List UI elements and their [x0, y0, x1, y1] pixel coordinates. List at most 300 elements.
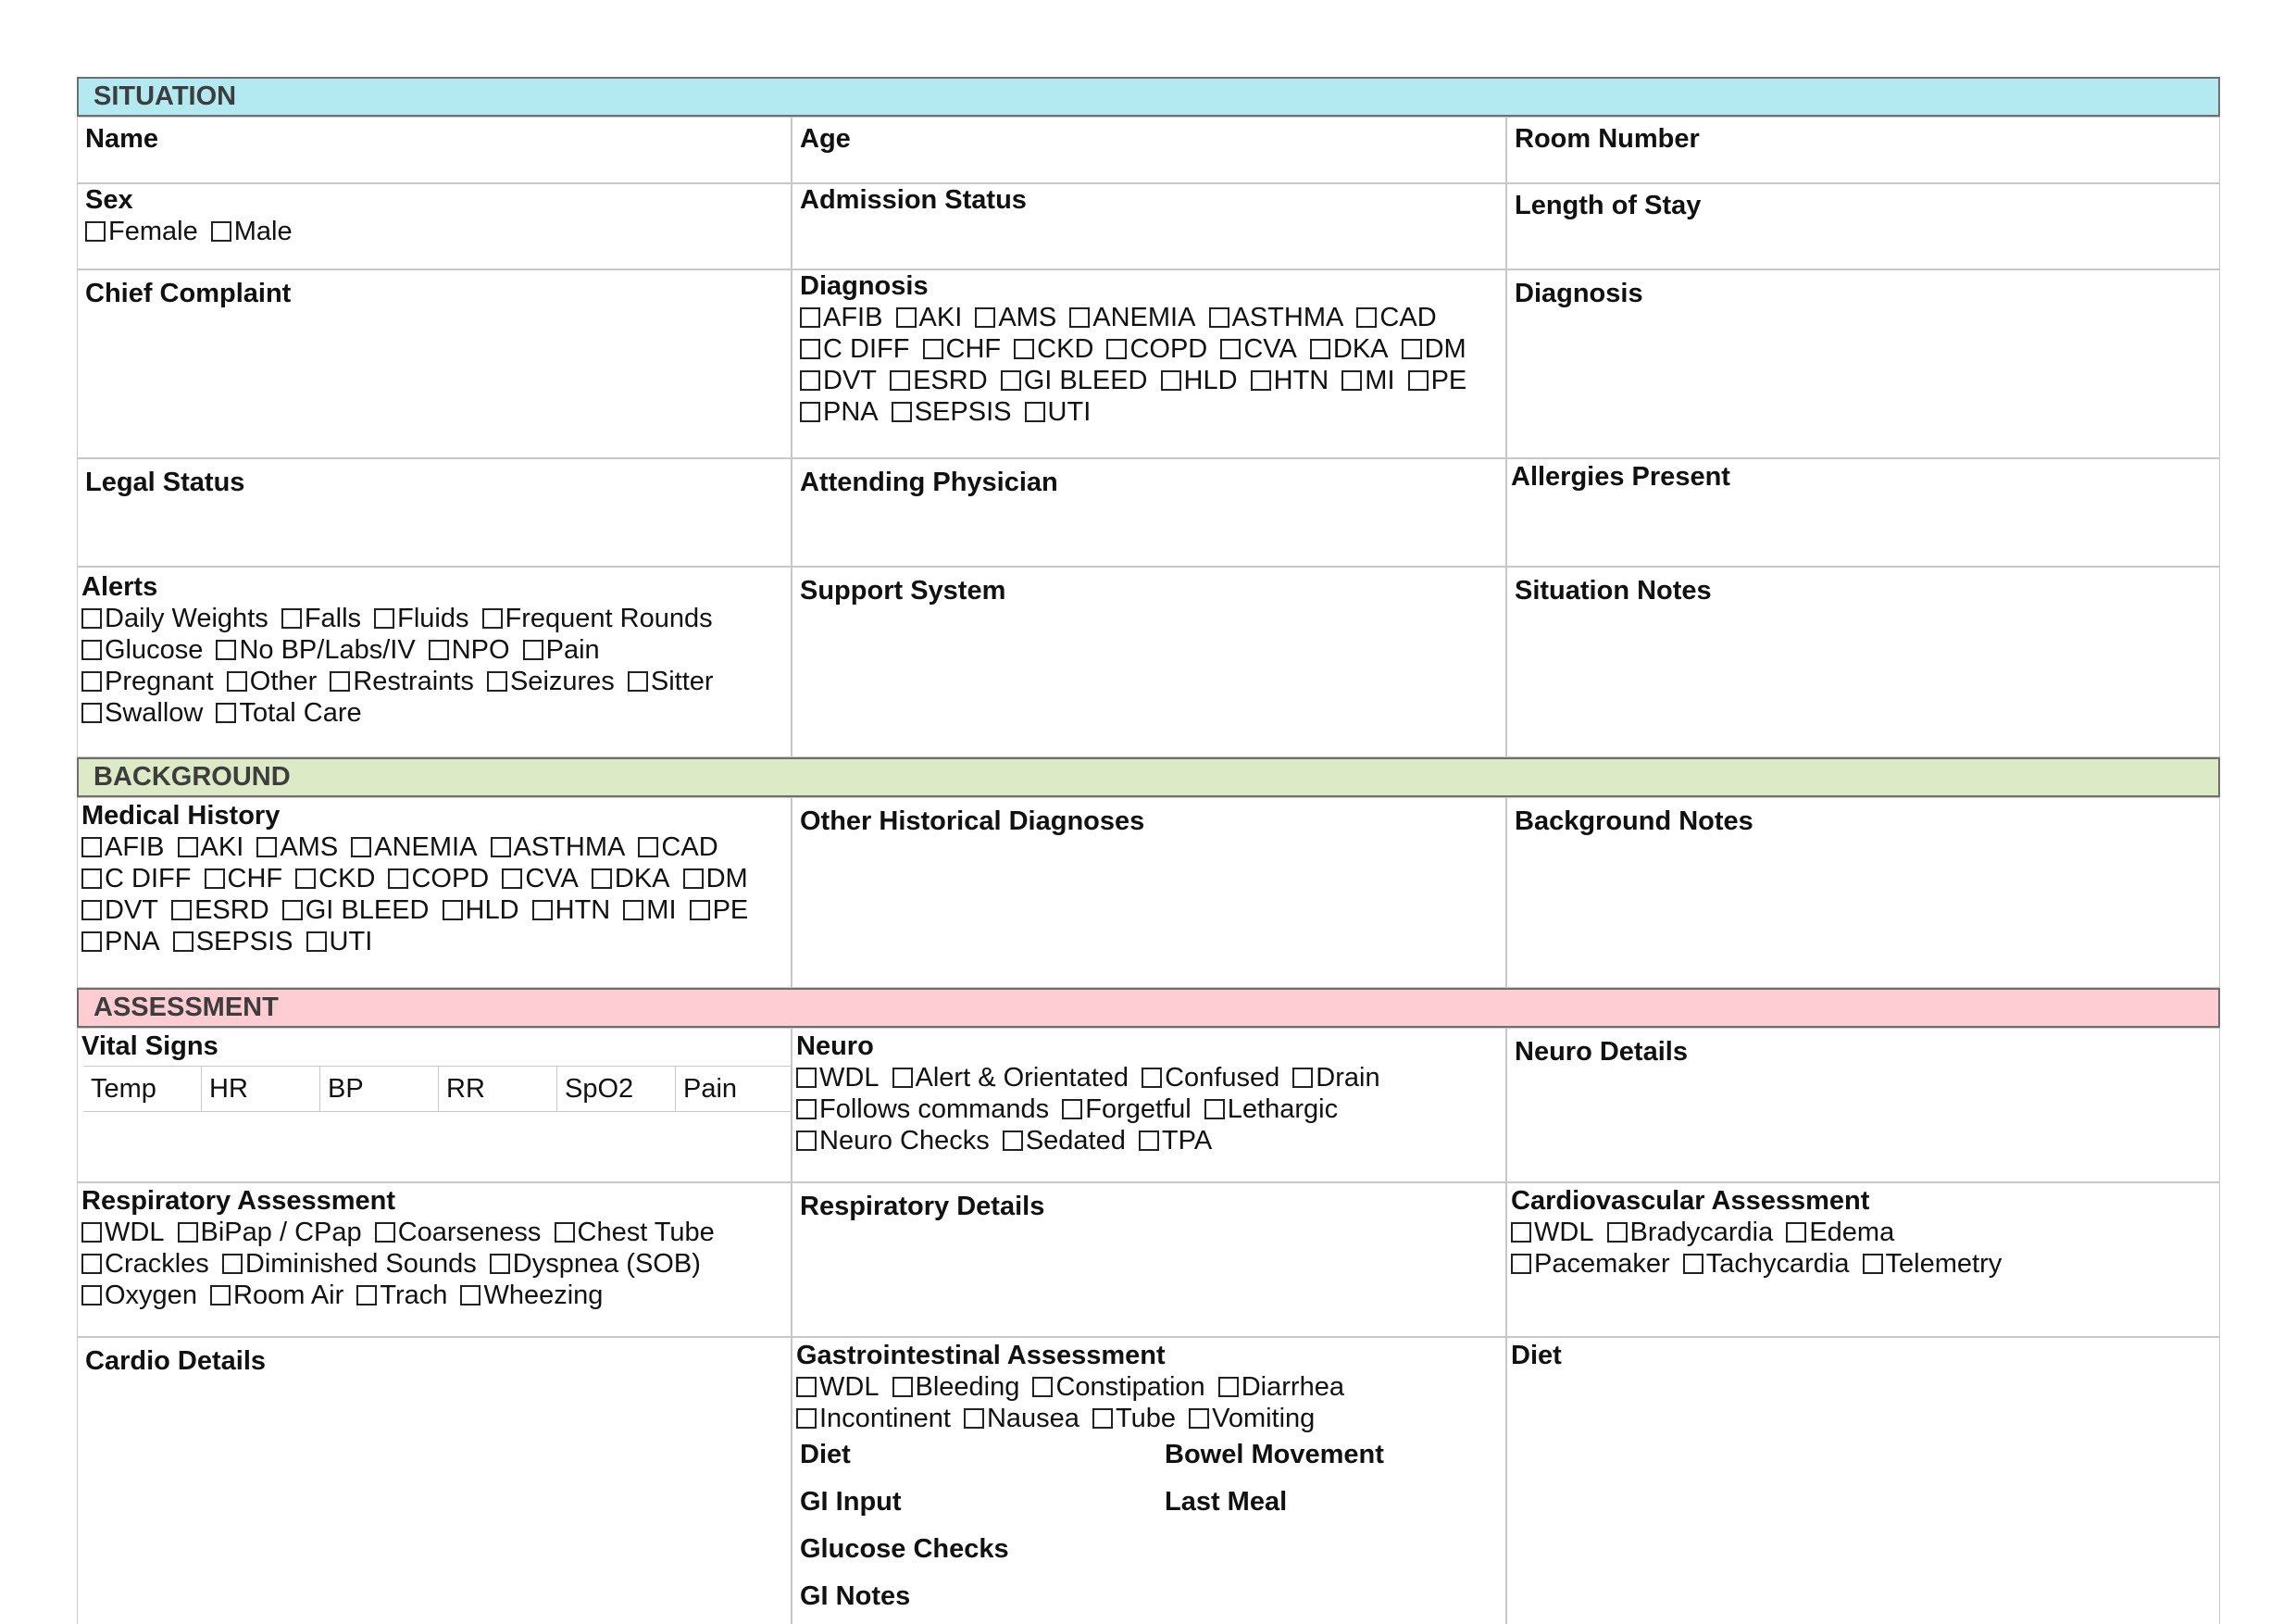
- checkbox-icon[interactable]: [1204, 1099, 1225, 1119]
- vital-pain[interactable]: Pain: [683, 1074, 738, 1104]
- checkbox-option[interactable]: [81, 667, 214, 696]
- checkbox-icon[interactable]: [81, 837, 102, 857]
- checkbox-label: Sitter: [650, 667, 714, 696]
- checkbox-option[interactable]: [975, 303, 1056, 332]
- checkbox-label: Bleeding: [915, 1372, 1020, 1402]
- checkbox-option[interactable]: [490, 1249, 701, 1279]
- checkbox-option[interactable]: [281, 604, 361, 633]
- checkbox-label: PE: [1430, 366, 1467, 395]
- checkbox-icon[interactable]: [532, 900, 553, 920]
- checkbox-option[interactable]: [1607, 1218, 1774, 1247]
- length-of-stay-field[interactable]: [1506, 183, 2220, 269]
- checkbox-option[interactable]: [1786, 1218, 1894, 1247]
- checkbox-option[interactable]: [81, 1249, 209, 1279]
- checkbox-option[interactable]: [1069, 303, 1195, 332]
- checkbox-label: WDL: [819, 1063, 880, 1093]
- checkbox-label: PE: [712, 895, 749, 925]
- checkbox-icon[interactable]: [1003, 1131, 1023, 1151]
- checkbox-icon[interactable]: [374, 608, 394, 629]
- checkbox-icon[interactable]: [1251, 370, 1271, 391]
- checkbox-option[interactable]: [482, 604, 713, 633]
- checkbox-option[interactable]: [1511, 1249, 1670, 1279]
- checkbox-label: ESRD: [913, 366, 988, 395]
- checkbox-icon[interactable]: [173, 931, 193, 952]
- checkbox-option[interactable]: [211, 217, 293, 246]
- checkbox-label: ANEMIA: [374, 832, 478, 862]
- checkbox-option[interactable]: [1032, 1372, 1204, 1402]
- checkbox-icon[interactable]: [796, 1377, 817, 1397]
- room-number-label: Room Number: [1515, 124, 1700, 154]
- vital-hr[interactable]: HR: [202, 1067, 320, 1111]
- checkbox-icon[interactable]: [1607, 1222, 1628, 1243]
- checkbox-icon[interactable]: [85, 221, 106, 242]
- checkbox-label: AFIB: [105, 832, 165, 862]
- checkbox-icon[interactable]: [81, 608, 102, 629]
- checkbox-icon[interactable]: [443, 900, 463, 920]
- alerts-label: Alerts: [81, 572, 158, 602]
- neuro-details-label: Neuro Details: [1515, 1037, 1688, 1067]
- checkbox-icon[interactable]: [1511, 1222, 1531, 1243]
- checkbox-option[interactable]: [351, 832, 477, 862]
- checkbox-label: HTN: [1273, 366, 1329, 395]
- checkbox-option[interactable]: [683, 864, 748, 893]
- checkbox-option[interactable]: [1209, 303, 1344, 332]
- diagnosis-right-field[interactable]: [1506, 269, 2220, 458]
- checkbox-icon[interactable]: [306, 931, 327, 952]
- diet-field[interactable]: [1506, 1337, 2220, 1624]
- checkbox-icon[interactable]: [1220, 339, 1241, 359]
- checkbox-icon[interactable]: [1218, 1377, 1239, 1397]
- checkbox-icon[interactable]: [796, 1068, 817, 1088]
- checkbox-label: ESRD: [194, 895, 269, 925]
- checkbox-icon[interactable]: [460, 1285, 480, 1305]
- checkbox-icon[interactable]: [623, 900, 643, 920]
- checkbox-icon[interactable]: [216, 640, 236, 660]
- checkbox-option[interactable]: [532, 895, 611, 925]
- checkbox-option[interactable]: [491, 832, 626, 862]
- checkbox-option[interactable]: [800, 334, 909, 364]
- checkbox-option[interactable]: [306, 927, 373, 956]
- checkbox-option[interactable]: [85, 217, 198, 246]
- vital-rr[interactable]: RR: [439, 1067, 557, 1111]
- checkbox-label: C DIFF: [823, 334, 910, 364]
- checkbox-icon[interactable]: [1408, 370, 1429, 391]
- checkbox-option[interactable]: [800, 366, 877, 395]
- checkbox-option[interactable]: [628, 667, 714, 696]
- checkbox-icon[interactable]: [800, 370, 820, 391]
- admission-status-field[interactable]: [792, 183, 1506, 269]
- medical-history-label: Medical History: [81, 801, 281, 831]
- checkbox-icon[interactable]: [1106, 339, 1127, 359]
- checkbox-option[interactable]: [1062, 1094, 1191, 1124]
- checkbox-icon[interactable]: [1341, 370, 1362, 391]
- room-number-field[interactable]: [1506, 117, 2220, 183]
- checkbox-option[interactable]: [1683, 1249, 1850, 1279]
- checkbox-option[interactable]: [1014, 334, 1093, 364]
- last-meal-label[interactable]: Last Meal: [1165, 1487, 1288, 1517]
- checkbox-icon[interactable]: [178, 1222, 198, 1243]
- checkbox-label: CKD: [1037, 334, 1094, 364]
- checkbox-option[interactable]: [205, 864, 283, 893]
- checkbox-icon[interactable]: [1142, 1068, 1162, 1088]
- checkbox-label: Drain: [1316, 1063, 1380, 1093]
- checkbox-option[interactable]: [1218, 1372, 1344, 1402]
- checkbox-icon[interactable]: [81, 931, 102, 952]
- checkbox-icon[interactable]: [800, 402, 820, 422]
- checkbox-label: DM: [1424, 334, 1466, 364]
- checkbox-icon[interactable]: [1069, 307, 1090, 328]
- checkbox-label: Trach: [380, 1280, 448, 1310]
- checkbox-option[interactable]: [178, 832, 244, 862]
- checkbox-label: Confused: [1165, 1063, 1280, 1093]
- checkbox-label: Follows commands: [819, 1094, 1050, 1124]
- background-notes-field[interactable]: [1506, 797, 2220, 988]
- sex-field: [77, 183, 792, 269]
- checkbox-icon[interactable]: [482, 608, 503, 629]
- checkbox-icon[interactable]: [1062, 1099, 1082, 1119]
- checkbox-option[interactable]: [890, 366, 988, 395]
- legal-status-field[interactable]: [77, 458, 792, 567]
- checkbox-label: Constipation: [1055, 1372, 1205, 1402]
- checkbox-icon[interactable]: [800, 307, 820, 328]
- checkbox-label: GI BLEED: [305, 895, 430, 925]
- checkbox-option[interactable]: [892, 1063, 1129, 1093]
- checkbox-label: BiPap / CPap: [200, 1218, 362, 1247]
- checkbox-label: TPA: [1161, 1126, 1213, 1156]
- checkbox-option[interactable]: [796, 1372, 879, 1402]
- checkbox-icon[interactable]: [690, 900, 710, 920]
- chief-complaint-field[interactable]: [77, 269, 792, 458]
- alerts-field: [77, 567, 792, 757]
- checkbox-option[interactable]: [282, 895, 430, 925]
- checkbox-option[interactable]: [295, 864, 375, 893]
- checkbox-option[interactable]: [892, 397, 1012, 427]
- checkbox-label: UTI: [1047, 397, 1092, 427]
- checkbox-option[interactable]: [1511, 1218, 1593, 1247]
- checkbox-label: ASTHMA: [513, 832, 626, 862]
- checkbox-option[interactable]: [173, 927, 293, 956]
- checkbox-option[interactable]: [81, 832, 164, 862]
- checkbox-icon[interactable]: [964, 1408, 984, 1429]
- checkbox-icon[interactable]: [178, 837, 198, 857]
- checkbox-option[interactable]: [523, 635, 600, 665]
- checkbox-icon[interactable]: [896, 307, 917, 328]
- checkbox-label: Bradycardia: [1629, 1218, 1774, 1247]
- checkbox-icon[interactable]: [1189, 1408, 1209, 1429]
- sex-label: Sex: [85, 185, 133, 215]
- checkbox-icon[interactable]: [330, 671, 350, 692]
- checkbox-label: COPD: [1129, 334, 1208, 364]
- checkbox-icon[interactable]: [205, 868, 225, 889]
- checkbox-icon[interactable]: [1786, 1222, 1806, 1243]
- checkbox-icon[interactable]: [81, 703, 102, 723]
- checkbox-icon[interactable]: [892, 1068, 913, 1088]
- checkbox-icon[interactable]: [628, 671, 648, 692]
- checkbox-icon[interactable]: [1032, 1377, 1053, 1397]
- checkbox-option[interactable]: [1025, 397, 1092, 427]
- checkbox-option[interactable]: [1142, 1063, 1279, 1093]
- checkbox-option[interactable]: [1204, 1094, 1338, 1124]
- support-system-field[interactable]: [792, 567, 1506, 757]
- checkbox-icon[interactable]: [1310, 339, 1330, 359]
- checkbox-label: AKI: [200, 832, 244, 862]
- checkbox-option[interactable]: [388, 864, 489, 893]
- checkbox-label: Coarseness: [397, 1218, 542, 1247]
- checkbox-label: Tachycardia: [1705, 1249, 1850, 1279]
- checkbox-option[interactable]: [81, 604, 268, 633]
- checkbox-option[interactable]: [81, 1218, 164, 1247]
- checkbox-icon[interactable]: [1139, 1131, 1159, 1151]
- checkbox-option[interactable]: [1292, 1063, 1379, 1093]
- checkbox-option[interactable]: [460, 1280, 603, 1310]
- medical-history-options[interactable]: [81, 831, 785, 957]
- checkbox-label: PNA: [823, 397, 879, 427]
- checkbox-icon[interactable]: [1292, 1068, 1313, 1088]
- checkbox-option[interactable]: [81, 895, 158, 925]
- checkbox-label: Room Air: [233, 1280, 344, 1310]
- checkbox-option[interactable]: [81, 927, 160, 956]
- cardio-details-field[interactable]: [77, 1337, 792, 1624]
- diagnosis-right-label: Diagnosis: [1515, 279, 1643, 308]
- checkbox-option[interactable]: [1402, 334, 1466, 364]
- checkbox-label: CKD: [318, 864, 376, 893]
- checkbox-icon[interactable]: [1683, 1254, 1703, 1274]
- checkbox-icon[interactable]: [227, 671, 247, 692]
- checkbox-option[interactable]: [796, 1404, 951, 1433]
- checkbox-icon[interactable]: [923, 339, 943, 359]
- checkbox-option[interactable]: [171, 895, 269, 925]
- checkbox-icon[interactable]: [356, 1285, 377, 1305]
- sex-options[interactable]: [85, 216, 783, 247]
- checkbox-label: Sedated: [1025, 1126, 1126, 1156]
- other-historical-label: Other Historical Diagnoses: [800, 806, 1145, 836]
- checkbox-icon[interactable]: [281, 608, 302, 629]
- checkbox-icon[interactable]: [491, 837, 511, 857]
- checkbox-icon[interactable]: [1863, 1254, 1883, 1274]
- checkbox-label: Female: [108, 217, 198, 246]
- checkbox-option[interactable]: [1220, 334, 1296, 364]
- checkbox-option[interactable]: [1106, 334, 1207, 364]
- checkbox-icon[interactable]: [975, 307, 995, 328]
- checkbox-icon[interactable]: [210, 1285, 231, 1305]
- checkbox-icon[interactable]: [890, 370, 910, 391]
- checkbox-label: Glucose: [105, 635, 204, 665]
- checkbox-label: Dyspnea (SOB): [512, 1249, 701, 1279]
- checkbox-option[interactable]: [800, 397, 879, 427]
- checkbox-option[interactable]: [690, 895, 749, 925]
- checkbox-icon[interactable]: [892, 402, 912, 422]
- checkbox-option[interactable]: [502, 864, 578, 893]
- checkbox-icon[interactable]: [892, 1377, 913, 1397]
- checkbox-icon[interactable]: [502, 868, 522, 889]
- checkbox-option[interactable]: [1251, 366, 1329, 395]
- checkbox-icon[interactable]: [81, 640, 102, 660]
- checkbox-option[interactable]: [330, 667, 474, 696]
- checkbox-icon[interactable]: [81, 671, 102, 692]
- checkbox-option[interactable]: [623, 895, 676, 925]
- checkbox-option[interactable]: [443, 895, 519, 925]
- checkbox-icon[interactable]: [429, 640, 449, 660]
- checkbox-label: CHF: [227, 864, 283, 893]
- checkbox-icon[interactable]: [81, 1254, 102, 1274]
- gi-options[interactable]: [796, 1371, 1500, 1434]
- respiratory-details-field[interactable]: [792, 1182, 1506, 1337]
- checkbox-option[interactable]: [555, 1218, 715, 1247]
- checkbox-icon[interactable]: [796, 1099, 817, 1119]
- checkbox-option[interactable]: [1003, 1126, 1126, 1156]
- checkbox-option[interactable]: [592, 864, 670, 893]
- checkbox-option[interactable]: [216, 698, 361, 728]
- vital-spo2[interactable]: SpO2: [557, 1067, 676, 1111]
- vitals-row: [83, 1066, 792, 1112]
- checkbox-option[interactable]: [210, 1280, 343, 1310]
- respiratory-options[interactable]: [81, 1217, 730, 1311]
- checkbox-option[interactable]: [1310, 334, 1389, 364]
- neuro-details-field[interactable]: [1506, 1028, 2220, 1182]
- checkbox-icon[interactable]: [800, 339, 820, 359]
- checkbox-icon[interactable]: [256, 837, 277, 857]
- vital-temp[interactable]: Temp: [83, 1067, 202, 1111]
- checkbox-option[interactable]: [374, 604, 468, 633]
- checkbox-label: WDL: [1534, 1218, 1594, 1247]
- checkbox-label: Fluids: [397, 604, 469, 633]
- checkbox-option[interactable]: [796, 1094, 1049, 1124]
- checkbox-label: HLD: [465, 895, 519, 925]
- checkbox-icon[interactable]: [490, 1254, 510, 1274]
- checkbox-icon[interactable]: [592, 868, 612, 889]
- checkbox-icon[interactable]: [351, 837, 371, 857]
- checkbox-icon[interactable]: [211, 221, 231, 242]
- checkbox-label: Other: [249, 667, 318, 696]
- checkbox-option[interactable]: [1356, 303, 1436, 332]
- checkbox-option[interactable]: [81, 698, 203, 728]
- situation-notes-field[interactable]: [1506, 567, 2220, 757]
- vital-bp[interactable]: BP: [320, 1067, 439, 1111]
- support-system-label: Support System: [800, 576, 1006, 606]
- checkbox-option[interactable]: [1863, 1249, 2003, 1279]
- checkbox-icon[interactable]: [388, 868, 408, 889]
- gi-input-label[interactable]: GI Input: [800, 1487, 902, 1517]
- checkbox-option[interactable]: [429, 635, 510, 665]
- checkbox-option[interactable]: [216, 635, 415, 665]
- checkbox-icon[interactable]: [282, 900, 303, 920]
- cardiovascular-options[interactable]: [1511, 1217, 2066, 1280]
- checkbox-option[interactable]: [964, 1404, 1079, 1433]
- checkbox-label: Tube: [1115, 1404, 1177, 1433]
- age-field[interactable]: [792, 117, 1506, 183]
- checkbox-icon[interactable]: [81, 1222, 102, 1243]
- checkbox-label: DKA: [1332, 334, 1389, 364]
- checkbox-icon[interactable]: [171, 900, 192, 920]
- checkbox-option[interactable]: [923, 334, 1002, 364]
- checkbox-option[interactable]: [81, 864, 191, 893]
- checkbox-icon[interactable]: [1001, 370, 1021, 391]
- checkbox-label: AKI: [918, 303, 963, 332]
- checkbox-icon[interactable]: [1014, 339, 1034, 359]
- checkbox-icon[interactable]: [555, 1222, 575, 1243]
- checkbox-icon[interactable]: [81, 900, 102, 920]
- checkbox-option[interactable]: [892, 1372, 1020, 1402]
- checkbox-icon[interactable]: [523, 640, 543, 660]
- checkbox-icon[interactable]: [375, 1222, 395, 1243]
- checkbox-icon[interactable]: [1356, 307, 1377, 328]
- checkbox-icon[interactable]: [222, 1254, 243, 1274]
- checkbox-option[interactable]: [375, 1218, 542, 1247]
- checkbox-option[interactable]: [796, 1126, 990, 1156]
- checkbox-option[interactable]: [222, 1249, 477, 1279]
- checkbox-label: Daily Weights: [105, 604, 268, 633]
- checkbox-label: Pacemaker: [1534, 1249, 1670, 1279]
- allergies-present-field[interactable]: [1506, 458, 2220, 567]
- checkbox-label: Edema: [1809, 1218, 1895, 1247]
- diagnosis-label: Diagnosis: [800, 271, 929, 301]
- checkbox-icon[interactable]: [683, 868, 704, 889]
- other-historical-field[interactable]: [792, 797, 1506, 988]
- checkbox-option[interactable]: [178, 1218, 362, 1247]
- checkbox-option[interactable]: [81, 635, 203, 665]
- checkbox-option[interactable]: [1001, 366, 1148, 395]
- gi-diet-label[interactable]: Diet: [800, 1440, 851, 1469]
- checkbox-icon[interactable]: [638, 837, 658, 857]
- checkbox-label: Crackles: [105, 1249, 209, 1279]
- background-header: BACKGROUND: [77, 757, 2220, 797]
- attending-physician-field[interactable]: [792, 458, 1506, 567]
- gi-notes-label[interactable]: GI Notes: [800, 1581, 911, 1611]
- alerts-options[interactable]: [81, 603, 748, 729]
- diet-label: Diet: [1511, 1341, 1562, 1370]
- checkbox-option[interactable]: [1408, 366, 1467, 395]
- checkbox-option[interactable]: [1139, 1126, 1212, 1156]
- checkbox-option[interactable]: [1341, 366, 1394, 395]
- checkbox-icon[interactable]: [1161, 370, 1181, 391]
- name-field[interactable]: [77, 117, 792, 183]
- checkbox-option[interactable]: [356, 1280, 447, 1310]
- checkbox-option[interactable]: [1161, 366, 1238, 395]
- checkbox-label: Total Care: [239, 698, 362, 728]
- neuro-options[interactable]: [796, 1062, 1389, 1156]
- checkbox-icon[interactable]: [81, 1285, 102, 1305]
- checkbox-icon[interactable]: [216, 703, 236, 723]
- bowel-movement-label[interactable]: Bowel Movement: [1165, 1440, 1384, 1469]
- checkbox-icon[interactable]: [1025, 402, 1045, 422]
- checkbox-icon[interactable]: [796, 1131, 817, 1151]
- checkbox-icon[interactable]: [796, 1408, 817, 1429]
- checkbox-label: Seizures: [509, 667, 615, 696]
- checkbox-option[interactable]: [638, 832, 718, 862]
- checkbox-option[interactable]: [256, 832, 338, 862]
- checkbox-option[interactable]: [796, 1063, 879, 1093]
- checkbox-option[interactable]: [1092, 1404, 1176, 1433]
- diagnosis-options[interactable]: [800, 302, 1498, 428]
- checkbox-option[interactable]: [227, 667, 318, 696]
- checkbox-option[interactable]: [896, 303, 963, 332]
- checkbox-icon[interactable]: [487, 671, 507, 692]
- checkbox-option[interactable]: [800, 303, 882, 332]
- checkbox-icon[interactable]: [1511, 1254, 1531, 1274]
- checkbox-icon[interactable]: [1209, 307, 1229, 328]
- checkbox-icon[interactable]: [1092, 1408, 1113, 1429]
- checkbox-icon[interactable]: [1402, 339, 1422, 359]
- checkbox-icon[interactable]: [81, 868, 102, 889]
- checkbox-icon[interactable]: [295, 868, 316, 889]
- situation-notes-label: Situation Notes: [1515, 576, 1712, 606]
- checkbox-option[interactable]: [81, 1280, 197, 1310]
- glucose-checks-label[interactable]: Glucose Checks: [800, 1534, 1009, 1564]
- checkbox-option[interactable]: [1189, 1404, 1315, 1433]
- checkbox-option[interactable]: [487, 667, 615, 696]
- cardiovascular-label: Cardiovascular Assessment: [1511, 1186, 1870, 1216]
- checkbox-label: PNA: [105, 927, 160, 956]
